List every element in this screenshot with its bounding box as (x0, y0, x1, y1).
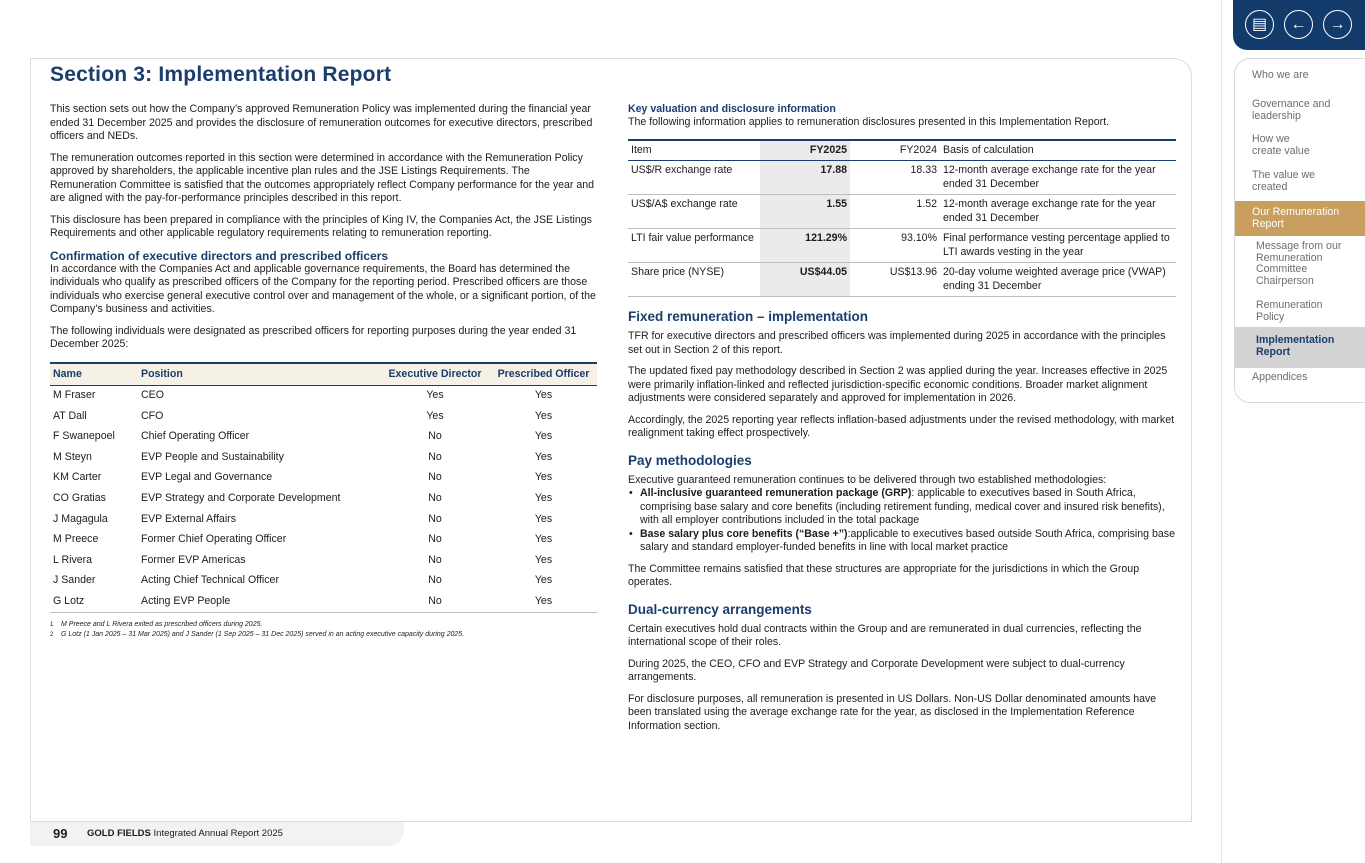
cell-prescribed: Yes (490, 591, 597, 612)
fixed-paragraph-3: Accordingly, the 2025 reporting year reflects inflation-based adjustments under the revised methodology, with market realignment taking effect prospectively. (628, 413, 1175, 439)
table-row (628, 195, 1176, 229)
fixed-remuneration-heading: Fixed remuneration – implementation (628, 309, 869, 324)
cell-exec: No (428, 512, 442, 525)
intro-paragraph: This section sets out how the Company’s approved Remuneration Policy was implemented during the financial year ended 31 December 2025 and provides the disclosure of remuneration outcomes for executive directors, prescribed officers and NEDs. (50, 103, 593, 142)
col-header-fy2024: FY2024 (850, 140, 940, 161)
right-column (628, 103, 1176, 741)
nav-item-appendices[interactable]: Appendices (1252, 371, 1308, 383)
cell-position: Chief Operating Officer (141, 430, 250, 443)
cell-name: M Preece (53, 533, 99, 546)
pay-intro: Executive guaranteed remuneration continues to be delivered through two established methodologies: (628, 473, 1107, 486)
table-row (50, 571, 597, 592)
cell-name: L Rivera (53, 553, 93, 566)
cell-basis: 12-month average exchange rate for the year ended 31 December (940, 161, 1176, 195)
fixed-paragraph-2: The updated fixed pay methodology described in Section 2 was applied during the year. Increases effective in 2025 were primarily inflation-linked and reflected jurisdiction-specific economic conditions. Broader market alignment adjustments were considered separately and approved for implementation in 2026. (628, 365, 1168, 404)
cell-basis: Final performance vesting percentage applied to LTI awards vesting in the year (940, 229, 1176, 263)
cell-prescribed: Yes (534, 574, 553, 587)
fixed-paragraph-1: TFR for executive directors and prescribed officers was implemented during 2025 in accordance with the principles set out in Section 2 of this report. (628, 330, 1166, 356)
cell-name: CO Gratias (53, 492, 106, 505)
col-header-basis: Basis of calculation (940, 140, 1176, 161)
cell-position: Former Chief Operating Officer (141, 533, 287, 546)
col-header-item: Item (628, 140, 760, 161)
nav-item-our-remuneration-report[interactable]: Our Remuneration Report (1235, 201, 1365, 236)
cell-prescribed: Yes (534, 389, 553, 402)
cell-prescribed: Yes (534, 512, 553, 525)
cell-exec: No (428, 450, 442, 463)
table-row (50, 447, 597, 468)
cell-item: US$/R exchange rate (628, 161, 760, 195)
cell-fy2024: 18.33 (850, 161, 940, 195)
key-valuation-intro: The following information applies to remuneration disclosures presented in this Implementation Report. (628, 116, 1110, 128)
compliance-paragraph: This disclosure has been prepared in compliance with the principles of King IV, the Companies Act, the JSE Listings Requirements and other applicable regulatory requirements relating to remuneration reporting. (50, 213, 592, 239)
cell-prescribed: Yes (534, 553, 553, 566)
table-row (50, 591, 597, 612)
cell-exec: No (428, 430, 442, 443)
nav-item-how-we-create-value[interactable]: How we create value (1252, 133, 1310, 157)
cell-fy2024: US$13.96 (850, 263, 940, 297)
cell-exec: Yes (426, 409, 444, 422)
col-header-fy2025: FY2025 (760, 140, 850, 161)
list-item: • All-inclusive guaranteed remuneration package (GRP): applicable to executives based in South Africa, comprising base salary and core benefits (including retirement funding, medical cover and insured risk benefits), with all employer contributions included in the total package (628, 487, 1176, 528)
nav-item-implementation-report[interactable]: Implementation Report (1235, 327, 1365, 368)
table-header-row (628, 140, 1176, 161)
cell-fy2025: 121.29% (760, 229, 850, 263)
table-row (50, 427, 597, 448)
cell-prescribed: Yes (534, 430, 553, 443)
nav-item-governance[interactable]: Governance and leadership (1252, 98, 1331, 122)
key-valuation-table (628, 139, 1176, 298)
col-header-name: Name (50, 363, 138, 386)
cell-position: CFO (141, 409, 164, 422)
cell-exec: No (428, 574, 442, 587)
table-row (50, 509, 597, 530)
page-number: 99 (53, 826, 68, 841)
cell-fy2025: 17.88 (760, 161, 850, 195)
cell-prescribed: Yes (534, 450, 553, 463)
arrow-right-icon: → (1329, 15, 1346, 33)
table-row (50, 530, 597, 551)
pay-methodologies-heading: Pay methodologies (628, 452, 752, 468)
col-header-executive-director: Executive Director (380, 363, 490, 386)
cell-item: LTI fair value performance (628, 229, 760, 263)
footer-brand: GOLD FIELDS Integrated Annual Report 2025 (87, 828, 283, 839)
table-row (628, 229, 1176, 263)
table-row (50, 386, 597, 407)
table-row (50, 406, 597, 427)
cell-exec: No (380, 591, 490, 612)
cell-name: J Sander (53, 574, 96, 587)
cell-position: EVP People and Sustainability (141, 450, 284, 463)
nav-item-value-we-created[interactable]: The value we created (1252, 169, 1316, 193)
footnotes (50, 620, 597, 640)
cell-fy2025: 1.55 (760, 195, 850, 229)
page-title: Section 3: Implementation Report (50, 63, 392, 86)
cell-position: Former EVP Americas (141, 553, 246, 566)
pay-paragraph-2: The Committee remains satisfied that these structures are appropriate for the jurisdictions in which the Group operates. (628, 562, 1140, 588)
cell-position: CEO (141, 389, 164, 402)
nav-toolbar (1233, 0, 1365, 50)
cell-exec: No (428, 553, 442, 566)
methodology-list (628, 487, 1176, 555)
contents-button[interactable] (1245, 10, 1274, 39)
designation-paragraph: The following individuals were designated as prescribed officers for reporting purposes during the year ended 31 December 2025: (50, 324, 577, 350)
footnote: 2 G Lotz (1 Jan 2025 – 31 Mar 2025) and J Sander (1 Sep 2025 – 31 Dec 2025) served in an acting executive capacity during 2025. (50, 630, 465, 638)
prescribed-officers-table (50, 362, 597, 613)
nav-item-remuneration-policy[interactable]: Remuneration Policy (1256, 299, 1323, 323)
section-nav (1234, 58, 1365, 403)
cell-item: US$/A$ exchange rate (628, 195, 760, 229)
cell-exec: No (428, 471, 442, 484)
dual-paragraph-1: Certain executives hold dual contracts within the Group and are remunerated in dual currencies, reflecting the international scope of their roles. (628, 622, 1142, 648)
cell-basis: 12-month average exchange rate for the year ended 31 December (940, 195, 1176, 229)
cell-exec: Yes (426, 389, 444, 402)
nav-item-who-we-are[interactable]: Who we are (1252, 69, 1309, 81)
cell-exec: No (428, 533, 442, 546)
cell-name: G Lotz (50, 591, 138, 612)
table-row (628, 263, 1176, 297)
col-header-prescribed-officer: Prescribed Officer (490, 363, 597, 386)
prescribed-officers-paragraph: In accordance with the Companies Act and applicable governance requirements, the Board has determined the individuals who qualify as prescribed officers of the Company for the reporting period. Prescribed officers are those individuals who exercise general executive control over and management of the whole, or a significant portion, of the Company’s business and activities. (50, 262, 596, 315)
dual-paragraph-2: During 2025, the CEO, CFO and EVP Strategy and Corporate Development were subject to dual-currency arrangements. (628, 657, 1125, 683)
table-row (50, 550, 597, 571)
key-valuation-heading: Key valuation and disclosure information (628, 103, 836, 115)
footnote: 1 M Preece and L Rivera exited as prescribed officers during 2025. (50, 620, 263, 628)
cell-position: EVP Strategy and Corporate Development (141, 492, 341, 505)
dual-currency-heading: Dual-currency arrangements (628, 601, 812, 617)
cell-name: KM Carter (53, 471, 102, 484)
cell-prescribed: Yes (534, 492, 553, 505)
cell-fy2025: US$44.05 (760, 263, 850, 297)
cell-name: M Steyn (53, 450, 92, 463)
table-header-row (50, 363, 597, 386)
cell-position: EVP Legal and Governance (141, 471, 273, 484)
cell-fy2024: 93.10% (850, 229, 940, 263)
cell-name: M Fraser (53, 389, 96, 402)
list-item: • Base salary plus core benefits (“Base +”):applicable to executives based outside South Africa, comprising base salary and standard employer-funded benefits in line with local market practice (628, 528, 1176, 555)
col-header-position: Position (138, 363, 380, 386)
cell-position: Acting Chief Technical Officer (141, 574, 279, 587)
confirmation-heading: Confirmation of executive directors and prescribed officers (50, 248, 389, 263)
cell-name: AT Dall (53, 409, 87, 422)
contents-icon: ▤ (1251, 15, 1268, 33)
cell-name: F Swanepoel (53, 430, 115, 443)
nav-item-message-chairperson[interactable]: Message from our Remuneration Committee Chairperson (1256, 240, 1342, 287)
cell-fy2024: 1.52 (850, 195, 940, 229)
forward-button[interactable] (1323, 10, 1352, 39)
left-column (50, 103, 597, 640)
back-button[interactable] (1284, 10, 1313, 39)
nav-divider (1221, 0, 1222, 863)
arrow-left-icon: ← (1290, 15, 1307, 33)
table-row (50, 468, 597, 489)
cell-prescribed: Yes (534, 409, 553, 422)
cell-position: Acting EVP People (138, 591, 380, 612)
cell-prescribed: Yes (534, 471, 553, 484)
cell-item: Share price (NYSE) (628, 263, 760, 297)
table-row (628, 161, 1176, 195)
cell-name: J Magagula (53, 512, 108, 525)
cell-basis: 20-day volume weighted average price (VWAP) ending 31 December (940, 263, 1176, 297)
table-row (50, 488, 597, 509)
cell-exec: No (428, 492, 442, 505)
dual-paragraph-3: For disclosure purposes, all remuneration is presented in US Dollars. Non-US Dollar denominated amounts have been translated using the average exchange rate for the year, as disclosed in the Implementation Reference Information section. (628, 692, 1157, 732)
cell-prescribed: Yes (534, 533, 553, 546)
outcomes-paragraph: The remuneration outcomes reported in this section were determined in accordance with the Remuneration Policy approved by shareholders, the applicable incentive plan rules and the JSE Listings Requirements. The Remuneration Committee is satisfied that the outcomes appropriately reflect Company performance for the year and are aligned with the pay-for-performance principles described in this report. (50, 151, 595, 204)
cell-position: EVP External Affairs (141, 512, 237, 525)
